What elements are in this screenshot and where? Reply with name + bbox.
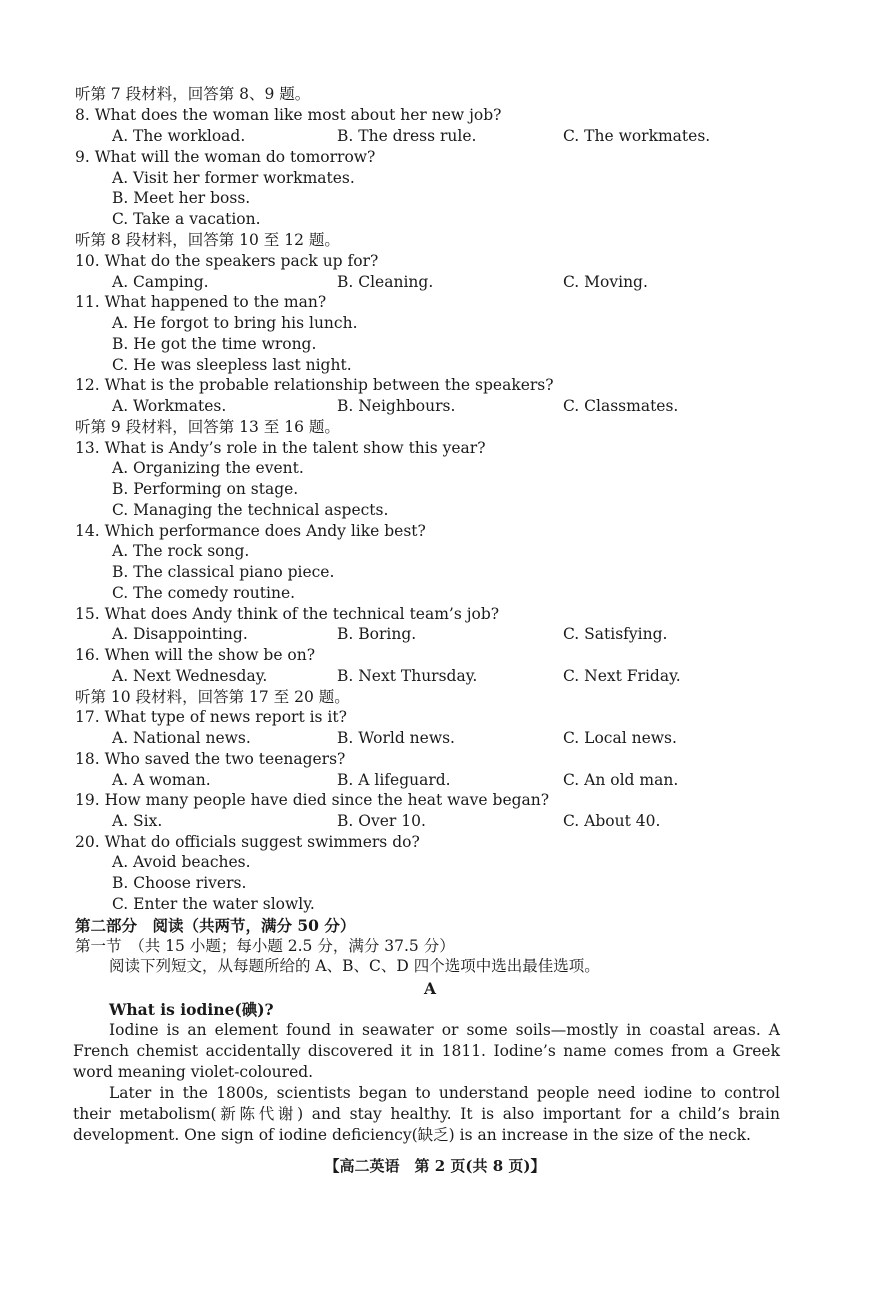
question-12-option-b: B. Neighbours. bbox=[337, 397, 456, 415]
paragraph-1: Iodine is an element found in seawater or some soils—mostly in coastal areas. A French chemist accidentally discovered it in 1811. Iodine’s name comes from a Greek word meaning violet-coloured. bbox=[73, 1021, 780, 1081]
question-14-stem: 14. Which performance does Andy like best? bbox=[75, 522, 426, 540]
question-10-option-a: A. Camping. bbox=[112, 273, 209, 291]
section-heading-10: 听第 10 段材料，回答第 17 至 20 题。 bbox=[75, 688, 350, 706]
question-14-option-c: C. The comedy routine. bbox=[112, 584, 296, 602]
question-15-option-b: B. Boring. bbox=[337, 625, 417, 643]
question-11-option-a: A. He forgot to bring his lunch. bbox=[112, 314, 358, 332]
question-14-option-a: A. The rock song. bbox=[112, 542, 250, 560]
question-10-stem: 10. What do the speakers pack up for? bbox=[75, 252, 379, 270]
question-8-option-c: C. The workmates. bbox=[563, 127, 711, 145]
question-20-option-a: A. Avoid beaches. bbox=[112, 853, 251, 871]
question-15-option-c: C. Satisfying. bbox=[563, 625, 668, 643]
question-10-option-b: B. Cleaning. bbox=[337, 273, 434, 291]
question-16-option-a: A. Next Wednesday. bbox=[112, 667, 268, 685]
question-20-stem: 20. What do officials suggest swimmers do? bbox=[75, 833, 420, 851]
question-19-stem: 19. How many people have died since the heat wave began? bbox=[75, 791, 550, 809]
question-8-option-a: A. The workload. bbox=[112, 127, 246, 145]
page-footer: 【高二英语 第 2 页(共 8 页)】 bbox=[324, 1157, 546, 1175]
question-18-option-c: C. An old man. bbox=[563, 771, 679, 789]
question-18-option-a: A. A woman. bbox=[112, 771, 211, 789]
question-15-option-a: A. Disappointing. bbox=[112, 625, 248, 643]
question-8-option-b: B. The dress rule. bbox=[337, 127, 477, 145]
section-heading-7: 听第 7 段材料，回答第 8、9 题。 bbox=[75, 85, 311, 103]
question-18-option-b: B. A lifeguard. bbox=[337, 771, 451, 789]
question-9-option-c: C. Take a vacation. bbox=[112, 210, 261, 228]
question-20-option-b: B. Choose rivers. bbox=[112, 874, 247, 892]
question-11-option-c: C. He was sleepless last night. bbox=[112, 356, 352, 374]
question-17-option-b: B. World news. bbox=[337, 729, 455, 747]
paragraph-2: Later in the 1800s, scientists began to understand people need iodine to control their metabolism(新陈代谢) and stay healthy. It is also important for a child’s brain development. One sign of iodine deficiency(缺乏) is an increase in the size of the neck. bbox=[73, 1084, 780, 1144]
reading-instruction: 阅读下列短文，从每题所给的 A、B、C、D 四个选项中选出最佳选项。 bbox=[109, 957, 600, 975]
passage-label: A bbox=[423, 979, 437, 998]
question-10-option-c: C. Moving. bbox=[563, 273, 648, 291]
section-heading-9: 听第 9 段材料，回答第 13 至 16 题。 bbox=[75, 418, 340, 436]
question-16-stem: 16. When will the show be on? bbox=[75, 646, 316, 664]
question-13-option-c: C. Managing the technical aspects. bbox=[112, 501, 389, 519]
question-12-option-c: C. Classmates. bbox=[563, 397, 679, 415]
question-11-option-b: B. He got the time wrong. bbox=[112, 335, 317, 353]
question-16-option-c: C. Next Friday. bbox=[563, 667, 681, 685]
question-8-stem: 8. What does the woman like most about her new job? bbox=[75, 106, 502, 124]
question-12-option-a: A. Workmates. bbox=[112, 397, 227, 415]
question-16-option-b: B. Next Thursday. bbox=[337, 667, 478, 685]
question-11-stem: 11. What happened to the man? bbox=[75, 293, 327, 311]
question-17-option-c: C. Local news. bbox=[563, 729, 677, 747]
question-15-stem: 15. What does Andy think of the technical team’s job? bbox=[75, 605, 500, 623]
section-one-heading: 第一节 （共 15 小题；每小题 2.5 分，满分 37.5 分） bbox=[75, 937, 455, 955]
question-13-option-a: A. Organizing the event. bbox=[112, 459, 304, 477]
question-9-option-a: A. Visit her former workmates. bbox=[112, 169, 355, 187]
question-19-option-a: A. Six. bbox=[112, 812, 163, 830]
question-13-stem: 13. What is Andy’s role in the talent show this year? bbox=[75, 439, 486, 457]
question-17-stem: 17. What type of news report is it? bbox=[75, 708, 347, 726]
question-9-stem: 9. What will the woman do tomorrow? bbox=[75, 148, 376, 166]
question-19-option-c: C. About 40. bbox=[563, 812, 661, 830]
question-12-stem: 12. What is the probable relationship between the speakers? bbox=[75, 376, 554, 394]
question-9-option-b: B. Meet her boss. bbox=[112, 189, 251, 207]
question-18-stem: 18. Who saved the two teenagers? bbox=[75, 750, 346, 768]
question-13-option-b: B. Performing on stage. bbox=[112, 480, 299, 498]
part-two-heading: 第二部分 阅读（共两节，满分 50 分） bbox=[75, 916, 356, 935]
question-17-option-a: A. National news. bbox=[112, 729, 251, 747]
question-20-option-c: C. Enter the water slowly. bbox=[112, 895, 315, 913]
question-19-option-b: B. Over 10. bbox=[337, 812, 426, 830]
passage-title: What is iodine(碘)? bbox=[109, 1000, 274, 1019]
section-heading-8: 听第 8 段材料，回答第 10 至 12 题。 bbox=[75, 231, 340, 249]
passage-body bbox=[73, 1020, 780, 1146]
question-14-option-b: B. The classical piano piece. bbox=[112, 563, 335, 581]
